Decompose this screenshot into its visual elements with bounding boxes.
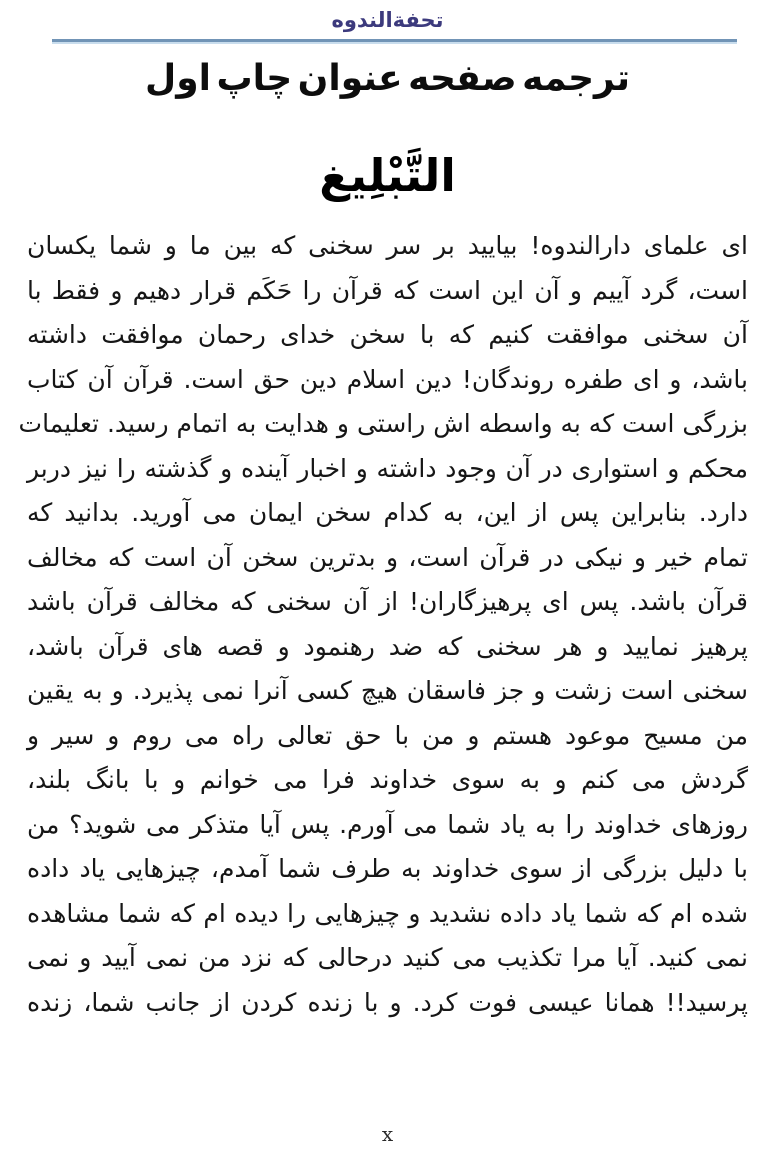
body-text-line: باشد، و ای طفره روندگان! دین اسلام دین حق است. قرآن آن کتاب [27, 364, 748, 394]
running-head-book-title: تحفةالندوه [331, 8, 444, 32]
body-text-line: محکم و استواری در آن وجود داشته و اخبار آینده و گذشته را نیز دربر [27, 453, 748, 483]
body-text-line: گردش می کنم و به سوی خداوند فرا می خوانم و با بانگ بلند، [27, 765, 748, 794]
body-text-line: تمام خیر و نیکی در قرآن است، و بدترین سخن آن است که مخالف [27, 542, 748, 572]
body-text-line: شده ام که شما یاد داده نشدید و چیزهایی را دیده ام که شما مشاهده [27, 898, 748, 928]
body-text-line: قرآن باشد. پس ای پرهیزگاران! از آن سخنی که مخالف قرآن باشد [27, 587, 748, 616]
body-text-line: ای علمای دارالندوه! بیایید بر سر سخنی که بین ما و شما یکسان [27, 231, 748, 260]
body-text-line: پرسید!! همانا عیسی فوت کرد. و با زنده کردن از جانب شما، زنده [27, 987, 748, 1017]
body-text-line: سخنی است زشت و جز فاسقان هیچ کسی آنرا نمی پذیرد. و به یقین [27, 676, 748, 705]
body-text [18, 224, 748, 1025]
section-title-calligraphy: التَّبْلِيغ [319, 149, 456, 202]
header-rule [52, 39, 737, 42]
body-text-line: است، گرد آییم و آن این است که قرآن را حَکَم قرار دهیم و فقط با [27, 275, 748, 305]
body-text-line: من مسیح موعود هستم و من با حق تعالی راه می روم و سیر و [27, 720, 748, 750]
body-text-line: با دلیل بزرگی از سوی خداوند به طرف شما آمدم، چیزهایی یاد داده [27, 854, 748, 883]
page-number: x [381, 1122, 394, 1146]
page-subtitle: ترجمه صفحه عنوان چاپ اول [145, 58, 630, 99]
body-text-line: نمی کنید. آیا مرا تکذیب می کنید درحالی که نزد من نمی آیید و نمی [27, 943, 748, 972]
body-text-line: روزهای خداوند را به یاد شما می آورم. پس آیا متذکر می شوید؟ من [27, 809, 748, 839]
body-text-line: دارد. بنابراین پس از این، به کدام سخن ایمان می آورید. بدانید که [27, 498, 748, 527]
body-text-line: آن سخنی موافقت کنیم که با سخن خدای رحمان موافقت داشته [27, 320, 748, 349]
body-text-line: بزرگی است که به واسطه اش راستی و هدایت به اتمام رسید. تعلیمات [18, 409, 748, 438]
body-text-line: پرهیز نمایید و هر سخنی که ضد رهنمود و قصه های قرآن باشد، [27, 631, 748, 661]
